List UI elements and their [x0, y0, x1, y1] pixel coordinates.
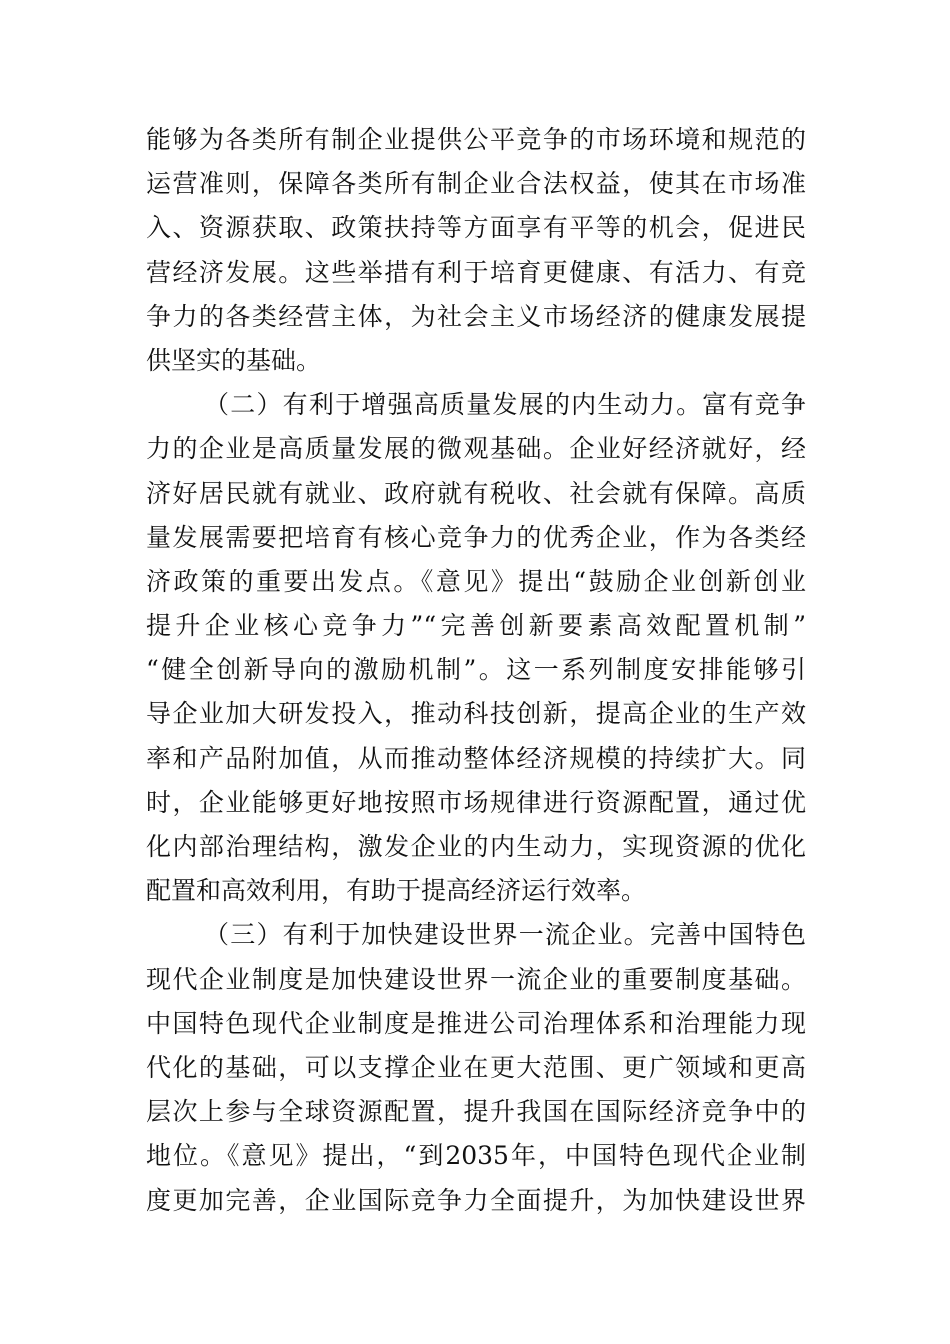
text-line: 入、资源获取、政策扶持等方面享有平等的机会，促进民 [146, 213, 806, 243]
text-line: 配置和高效利用，有助于提高经济运行效率。 [146, 876, 647, 906]
text-line: 运营准则，保障各类所有制企业合法权益，使其在市场准 [146, 169, 806, 199]
text-line: 能够为各类所有制企业提供公平竞争的市场环境和规范的 [146, 125, 806, 154]
text-line: 济政策的重要出发点。《意见》提出“鼓励企业创新创业 [146, 566, 806, 596]
text-line: 供坚实的基础。 [146, 345, 322, 375]
section-heading-line: （三）有利于加快建设世界一流企业。完善中国特色 [204, 920, 806, 950]
text-line: 营经济发展。这些举措有利于培育更健康、有活力、有竞 [146, 257, 806, 287]
text-line: 量发展需要把培育有核心竞争力的优秀企业，作为各类经 [146, 522, 806, 552]
text-line: 力的企业是高质量发展的微观基础。企业好经济就好，经 [146, 434, 806, 464]
text-line: 代化的基础，可以支撑企业在更大范围、更广领域和更高 [146, 1052, 806, 1082]
text-line: 现代企业制度是加快建设世界一流企业的重要制度基础。 [146, 964, 806, 994]
text-line: 争力的各类经营主体，为社会主义市场经济的健康发展提 [146, 301, 806, 331]
text-line: 层次上参与全球资源配置，提升我国在国际经济竞争中的 [146, 1097, 806, 1127]
text-line: 济好居民就有就业、政府就有税收、社会就有保障。高质 [146, 478, 806, 508]
text-line: 地位。《意见》提出，“到2035年，中国特色现代企业制 [146, 1141, 806, 1171]
body-text [146, 118, 806, 1223]
text-line: 中国特色现代企业制度是推进公司治理体系和治理能力现 [146, 1008, 806, 1038]
text-line: 度更加完善，企业国际竞争力全面提升，为加快建设世界 [146, 1185, 806, 1215]
section-heading-line: （二）有利于增强高质量发展的内生动力。富有竞争 [204, 390, 806, 420]
text-line: “健全创新导向的激励机制”。这一系列制度安排能够引 [146, 655, 806, 685]
text-line: 提升企业核心竞争力”“完善创新要素高效配置机制” [146, 611, 806, 641]
text-line: 时，企业能够更好地按照市场规律进行资源配置，通过优 [146, 787, 806, 817]
text-line: 化内部治理结构，激发企业的内生动力，实现资源的优化 [146, 832, 806, 861]
text-line: 率和产品附加值，从而推动整体经济规模的持续扩大。同 [146, 743, 806, 773]
text-line: 导企业加大研发投入，推动科技创新，提高企业的生产效 [146, 699, 806, 729]
